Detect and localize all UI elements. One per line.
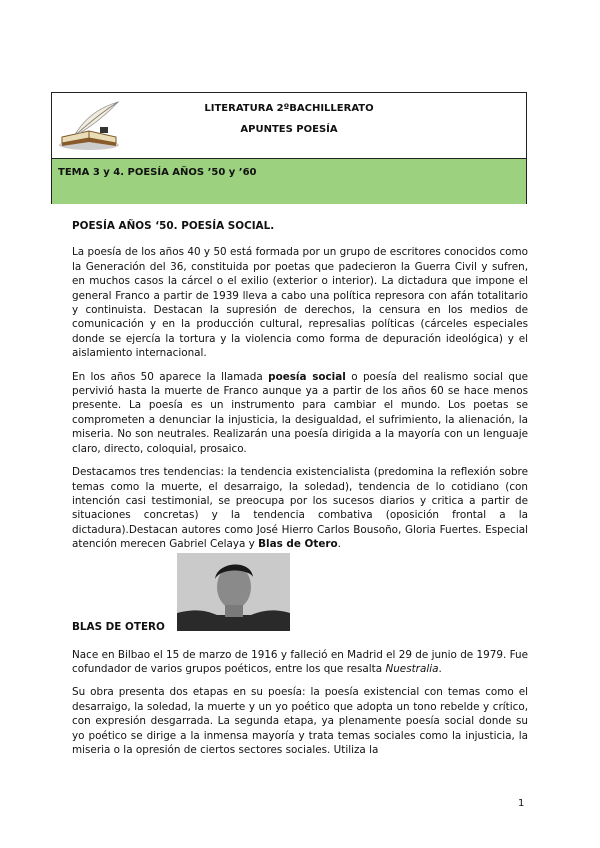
bold-term: poesía social xyxy=(268,370,346,383)
text-span: . xyxy=(438,662,442,675)
paragraph-bio xyxy=(72,648,528,677)
text-span: En los años 50 aparece la llamada xyxy=(72,370,269,383)
text-span: o poesía del realismo social que pervivió hasta la muerte de Franco aunque ya a partir de los años 60 se hace menos presente. La poesía es un instrumento para cambiar el mundo. Los poetas se comprometen a denunciar la injusticia, la desigualdad, el sufrimiento, la alienación, la miseria. No son neutrales. Realizarán una poesía dirigida a la mayoría con un lenguaje claro, directo, coloquial, prosaico. xyxy=(72,370,529,455)
paragraph-social-poetry xyxy=(72,370,528,456)
topic-row xyxy=(52,159,526,204)
document-body xyxy=(72,219,528,766)
paragraph-work: Su obra presenta dos etapas en su poesía: la poesía existencial con temas como el desarraigo, la soledad, la muerte y un yo poético que adopta un tono rebelde y crítico, con expresión desgarrada. La segunda etapa, ya plenamente poesía social donde su yo poético se dirige a la inmensa mayoría y trata temas sociales como la injusticia, la miseria o la opresión de ciertos sectores sociales. Utiliza la xyxy=(72,686,528,756)
author-title: BLAS DE OTERO xyxy=(72,620,165,633)
text-span: . xyxy=(337,538,341,551)
topic-title: TEMA 3 y 4. POESÍA AÑOS ’50 y ’60 xyxy=(58,167,257,178)
header-top-row xyxy=(52,93,526,159)
paragraph-tendencies xyxy=(72,465,528,551)
notes-subtitle: APUNTES POESÍA xyxy=(240,124,338,135)
italic-title: Nuestralia xyxy=(385,662,439,675)
header-table xyxy=(51,92,527,204)
text-span: Destacamos tres tendencias: la tendencia existencialista (predomina la reflexión sobre temas como la muerte, el desarraigo, la soledad), tendencia de lo cotidiano (con intención casi testimonial, se preocupa por los sucesos diarios y critica a partir de situaciones concretas) y la tendencia combativa (oposición frontal a la dictadura).Destacan autores como José Hierro Carlos Bousoño, Gloria Fuertes. Especial atención merecen Gabriel Celaya y xyxy=(72,466,528,551)
portrait-photo xyxy=(177,553,290,631)
paragraph-intro: La poesía de los años 40 y 50 está formada por un grupo de escritores conocidos como la Generación del 36, constituida por poetas que padecieron la Guerra Civil y sufren, en muchos casos la cárcel o el exilio (exterior o interior). La dictadura que impone el general Franco a partir de 1939 lleva a cabo una política represora con afán totalitario y continuista. Destacan la supresión de derechos, la censura en los medios de comunicación y en la producción cultural, represalias políticas (cárceles especiales donde se ejercía la tortura y la violencia como forma de depuración ideológica) y el aislamiento internacional. xyxy=(72,246,528,360)
bold-author: Blas de Otero xyxy=(258,538,338,551)
course-title: LITERATURA 2ºBACHILLERATO xyxy=(204,103,374,114)
page-number: 1 xyxy=(518,798,525,809)
text-span: Nace en Bilbao el 15 de marzo de 1916 y falleció en Madrid el 29 de junio de 1979. Fue cofundador de varios grupos poéticos, entre los que resalta xyxy=(72,648,528,675)
author-heading-row xyxy=(72,561,528,643)
section-title: POESÍA AÑOS ‘50. POESÍA SOCIAL. xyxy=(72,220,275,232)
